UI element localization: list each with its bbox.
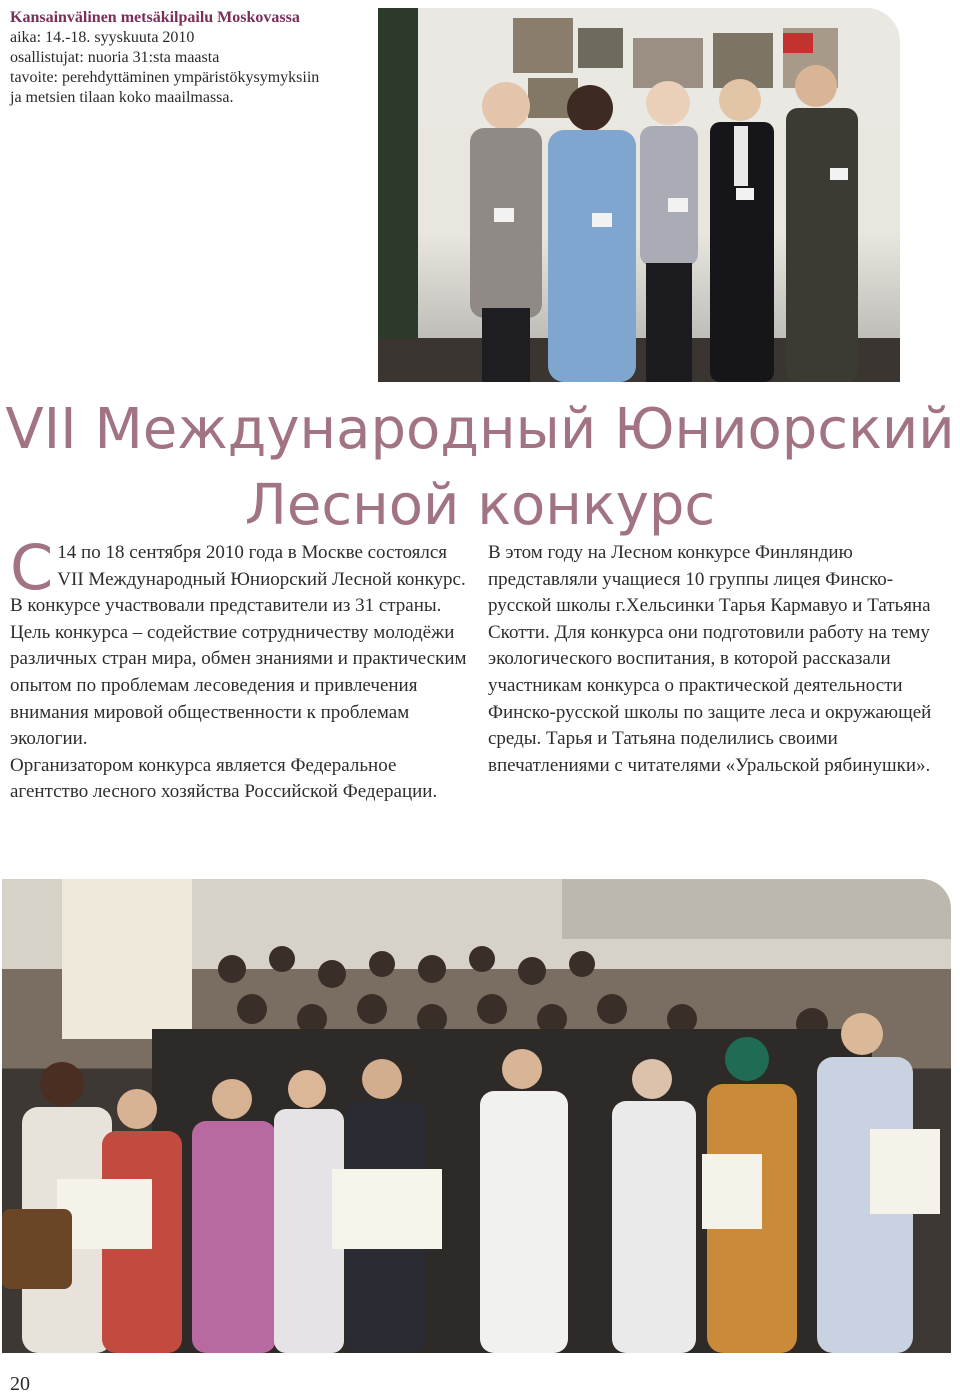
article-column-left	[10, 531, 468, 806]
article-paragraph: Цель конкурса – содействие сотрудничеству молодёжи различных стран мира, обмен знаниями и практическим опытом по проблемам лесоведения и привлечения внимания мировой общественности к проблемам экологии.	[10, 621, 467, 750]
caption-line: tavoite: perehdyttäminen ympäristökysymyksiin	[10, 69, 320, 86]
caption-title: Kansainvälinen metsäkilpailu Moskovassa	[10, 9, 300, 26]
headline-line: Лесной конкурс	[244, 473, 716, 538]
article-column-right	[488, 540, 934, 779]
group-photo-all-participants	[2, 879, 951, 1353]
photo-illustration	[378, 8, 900, 382]
article-paragraph: Организатором конкурса является Федеральное агентство лесного хозяйства Российской Федерации.	[10, 754, 438, 803]
paragraph-text: 14 по 18 сентября 2010 года в Москве состоялся VII Международный Юниорский Лесной конкурс. В конкурсе участвовали представители из 31 страны.	[10, 542, 466, 617]
group-photo-participants	[378, 8, 900, 382]
page-number: 20	[10, 1373, 30, 1395]
article-paragraph	[10, 531, 468, 620]
article-paragraph: В этом году на Лесном конкурсе Финляндию представляли учащиеся 10 группы лицея Финско-русской школы г.Хельсинки Тарья Кармавуо и Татьяна Скотти. Для конкурса они подготовили работу на тему экологического воспитания, в которой рассказали участникам конкурса о практической деятельности Финско-русской школы по защите леса и окружающей среды. Тарья и Татьяна поделились своими впечатлениями с читателями «Уральской рябинушки».	[488, 542, 932, 776]
drop-cap: С	[10, 531, 54, 604]
caption-line: aika: 14.-18. syyskuuta 2010	[10, 29, 195, 46]
caption-line: osallistujat: nuoria 31:sta maasta	[10, 49, 220, 66]
caption-line: ja metsien tilaan koko maailmassa.	[10, 89, 234, 106]
photo-illustration	[2, 879, 951, 1353]
photo-caption	[10, 8, 370, 108]
article-headline	[0, 392, 960, 544]
headline-line: VII Международный Юниорский	[5, 397, 955, 462]
